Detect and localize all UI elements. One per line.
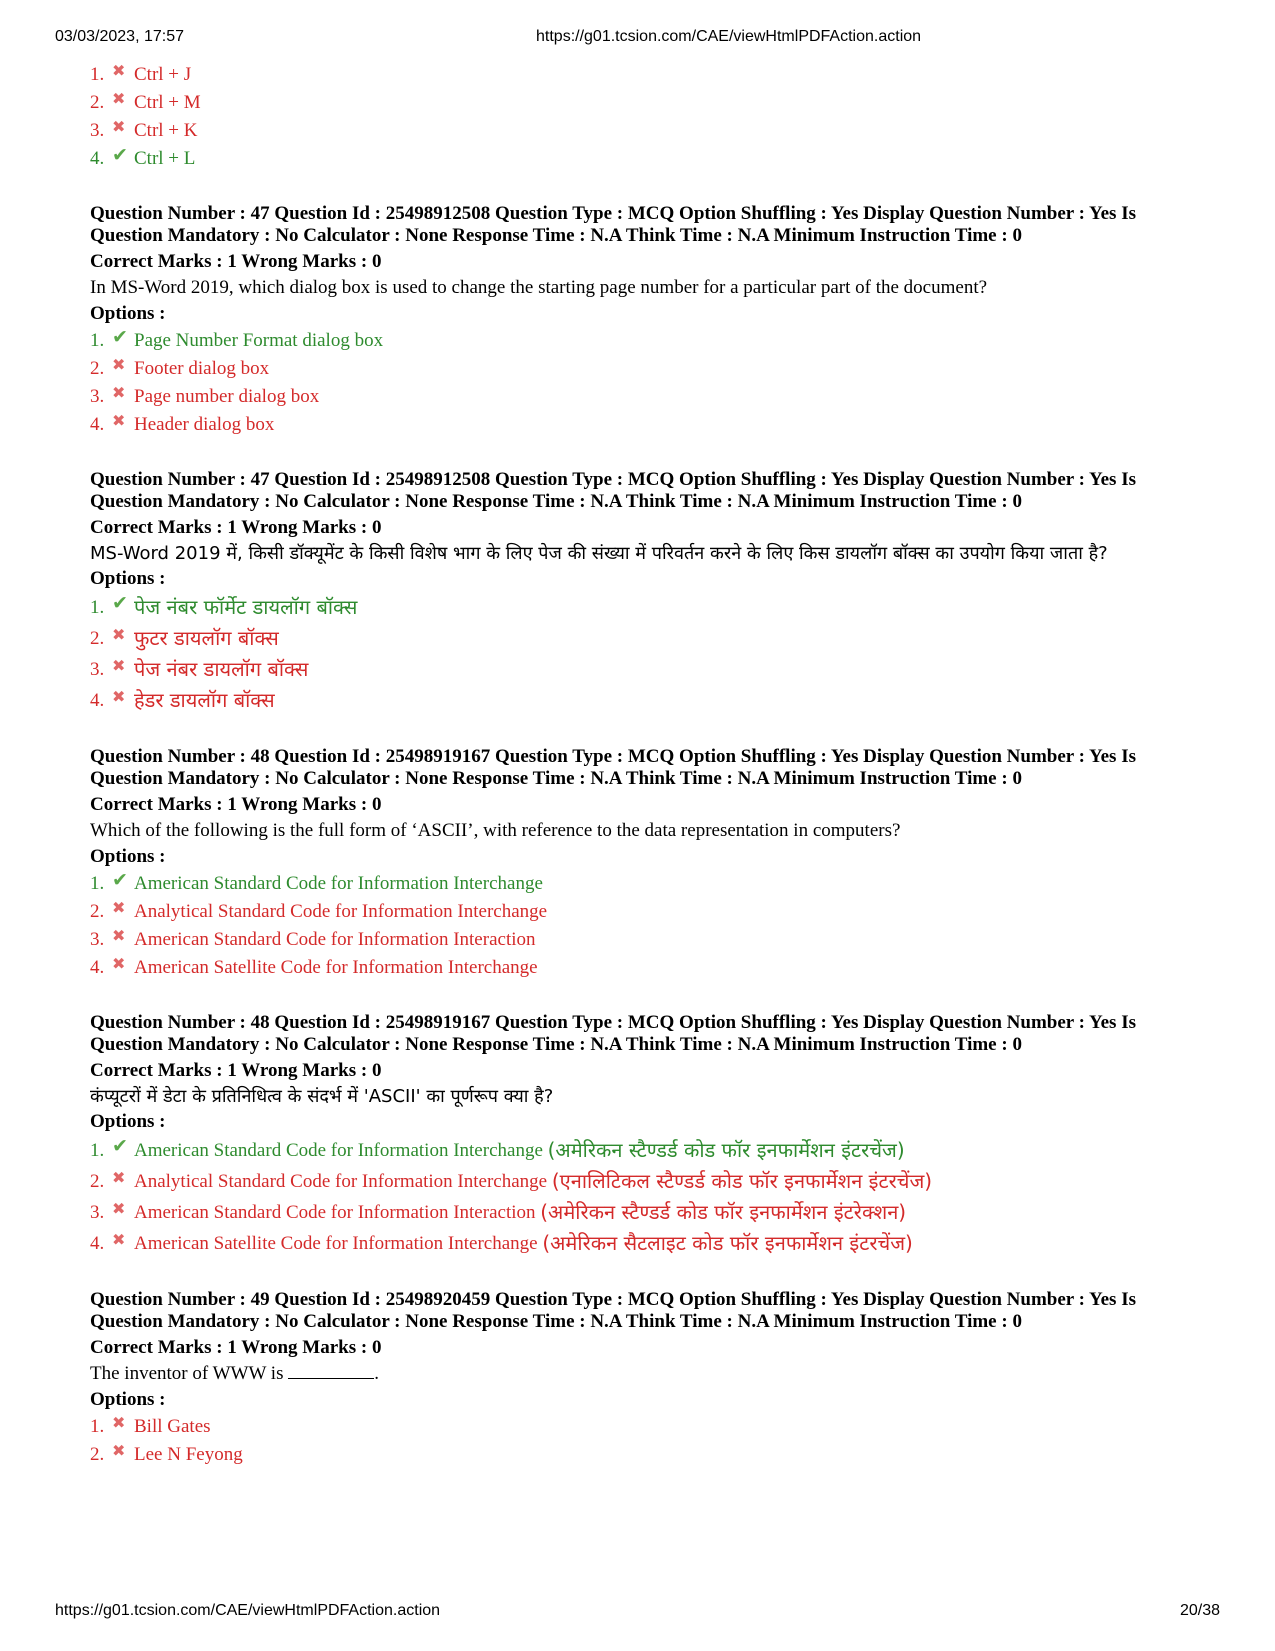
option-row: 1. ✔ American Standard Code for Information Interchange (अमेरिकन स्टैण्डर्ड कोड फॉर इनफार्मेशन इंटरचेंज) [90, 1135, 1200, 1166]
options-label: Options : [90, 1111, 166, 1132]
option-text-hindi: (अमेरिकन स्टैण्डर्ड कोड फॉर इनफार्मेशन इंटरचेंज) [547, 1138, 905, 1162]
footer-url: https://g01.tcsion.com/CAE/viewHtmlPDFAction.action [55, 1602, 441, 1619]
cross-icon: ✖ [112, 411, 126, 430]
option-row: 2. ✖ Footer dialog box [90, 355, 1200, 383]
option-row: 3. ✖ पेज नंबर डायलॉग बॉक्स [90, 654, 1200, 685]
question-meta: Question Number : 48 Question Id : 25498919167 Question Type : MCQ Option Shuffling : Yes Display Question Number : Yes Is Question Mandatory : No Calculator : None Response Time : N.A Think Time : N.A Minimum Instruction Time : 0 [90, 746, 1136, 789]
options-list [90, 1135, 1200, 1259]
option-text: American Satellite Code for Information Interchange [134, 1233, 538, 1254]
option-row: 4. ✔ Ctrl + L [90, 145, 1200, 173]
option-row: 2. ✖ Ctrl + M [90, 89, 1200, 117]
option-row: 2. ✖ Analytical Standard Code for Information Interchange (एनालिटिकल स्टैण्डर्ड कोड फॉर इनफार्मेशन इंटरचेंज) [90, 1166, 1200, 1197]
option-row: 3. ✖ Ctrl + K [90, 117, 1200, 145]
option-row: 2. ✖ Lee N Feyong [90, 1441, 1200, 1469]
question-block [90, 746, 1200, 982]
question-marks: Correct Marks : 1 Wrong Marks : 0 [90, 251, 382, 272]
option-text: Ctrl + M [134, 92, 201, 113]
cross-icon: ✖ [112, 89, 126, 108]
question-text: Which of the following is the full form of ‘ASCII’, with reference to the data representation in computers? [90, 820, 901, 841]
question-meta: Question Number : 47 Question Id : 25498912508 Question Type : MCQ Option Shuffling : Yes Display Question Number : Yes Is Question Mandatory : No Calculator : None Response Time : N.A Think Time : N.A Minimum Instruction Time : 0 [90, 469, 1136, 512]
option-text-hindi: (एनालिटिकल स्टैण्डर्ड कोड फॉर इनफार्मेशन इंटरचेंज) [551, 1169, 933, 1193]
option-text: Ctrl + J [134, 64, 192, 85]
option-text: American Satellite Code for Information Interchange [134, 957, 538, 978]
cross-icon: ✖ [112, 898, 126, 917]
question-meta: Question Number : 49 Question Id : 25498920459 Question Type : MCQ Option Shuffling : Yes Display Question Number : Yes Is Question Mandatory : No Calculator : None Response Time : N.A Think Time : N.A Minimum Instruction Time : 0 [90, 1289, 1136, 1332]
page-number: 20/38 [1179, 1602, 1220, 1619]
question-marks: Correct Marks : 1 Wrong Marks : 0 [90, 517, 382, 538]
cross-icon: ✖ [112, 954, 126, 973]
option-text: American Standard Code for Information Interaction [134, 929, 536, 950]
option-text: American Standard Code for Information Interchange [134, 1140, 543, 1161]
option-text: Ctrl + K [134, 120, 198, 141]
option-text: Footer dialog box [134, 358, 270, 379]
option-text: Bill Gates [134, 1416, 211, 1437]
check-icon: ✔ [112, 326, 128, 348]
question-marks: Correct Marks : 1 Wrong Marks : 0 [90, 1337, 382, 1358]
option-row: 3. ✖ American Standard Code for Information Interaction (अमेरिकन स्टैण्डर्ड कोड फॉर इनफार्मेशन इंटरेक्शन) [90, 1197, 1200, 1228]
options-list [90, 592, 1200, 716]
options-list [90, 327, 1200, 439]
option-row: 4. ✖ American Satellite Code for Information Interchange [90, 954, 1200, 982]
options-label: Options : [90, 1389, 166, 1410]
option-text: पेज नंबर डायलॉग बॉक्स [134, 657, 309, 681]
options-label: Options : [90, 303, 166, 324]
question-text: MS-Word 2019 में, किसी डॉक्यूमेंट के किसी विशेष भाग के लिए पेज की संख्या में परिवर्तन करने के लिए किस डायलॉग बॉक्स का उपयोग किया जाता है? [90, 543, 1108, 564]
question-marks: Correct Marks : 1 Wrong Marks : 0 [90, 1060, 382, 1081]
cross-icon: ✖ [112, 355, 126, 374]
cross-icon: ✖ [112, 1441, 126, 1460]
cross-icon: ✖ [112, 625, 126, 644]
fill-blank [288, 1362, 374, 1379]
option-text: American Standard Code for Information Interaction [134, 1202, 536, 1223]
question-marks: Correct Marks : 1 Wrong Marks : 0 [90, 794, 382, 815]
question-block [90, 203, 1200, 439]
cross-icon: ✖ [112, 1168, 126, 1187]
cross-icon: ✖ [112, 61, 126, 80]
question-text: The inventor of WWW is . [90, 1363, 379, 1384]
option-row: 1. ✖ Ctrl + J [90, 61, 1200, 89]
prev-question-options [90, 61, 1200, 173]
options-label: Options : [90, 568, 166, 589]
option-text-hindi: (अमेरिकन स्टैण्डर्ड कोड फॉर इनफार्मेशन इंटरेक्शन) [540, 1200, 907, 1224]
option-text: American Standard Code for Information Interchange [134, 873, 543, 894]
option-row: 1. ✔ American Standard Code for Information Interchange [90, 870, 1200, 898]
option-row: 2. ✖ फुटर डायलॉग बॉक्स [90, 623, 1200, 654]
options-list [90, 870, 1200, 982]
option-row: 1. ✖ Bill Gates [90, 1413, 1200, 1441]
option-text: Analytical Standard Code for Information Interchange [134, 901, 548, 922]
question-block [90, 1012, 1200, 1259]
option-row: 4. ✖ हेडर डायलॉग बॉक्स [90, 685, 1200, 716]
question-meta: Question Number : 47 Question Id : 25498912508 Question Type : MCQ Option Shuffling : Yes Display Question Number : Yes Is Question Mandatory : No Calculator : None Response Time : N.A Think Time : N.A Minimum Instruction Time : 0 [90, 203, 1136, 246]
options-list [90, 1413, 1200, 1469]
cross-icon: ✖ [112, 1413, 126, 1432]
cross-icon: ✖ [112, 383, 126, 402]
document-content [90, 61, 1200, 1469]
cross-icon: ✖ [112, 926, 126, 945]
question-text: कंप्यूटरों में डेटा के प्रतिनिधित्व के संदर्भ में 'ASCII' का पूर्णरूप क्या है? [90, 1086, 554, 1107]
option-row: 3. ✖ Page number dialog box [90, 383, 1200, 411]
option-text: Header dialog box [134, 414, 275, 435]
option-text: Analytical Standard Code for Information Interchange [134, 1171, 548, 1192]
check-icon: ✔ [112, 144, 128, 166]
page-footer [0, 1602, 1275, 1626]
check-icon: ✔ [112, 592, 128, 614]
question-block [90, 469, 1200, 716]
check-icon: ✔ [112, 869, 128, 891]
question-meta: Question Number : 48 Question Id : 25498919167 Question Type : MCQ Option Shuffling : Yes Display Question Number : Yes Is Question Mandatory : No Calculator : None Response Time : N.A Think Time : N.A Minimum Instruction Time : 0 [90, 1012, 1136, 1055]
page-header [0, 28, 1275, 52]
option-row: 4. ✖ Header dialog box [90, 411, 1200, 439]
option-row: 1. ✔ पेज नंबर फॉर्मेट डायलॉग बॉक्स [90, 592, 1200, 623]
option-text: Page number dialog box [134, 386, 320, 407]
cross-icon: ✖ [112, 1199, 126, 1218]
header-url: https://g01.tcsion.com/CAE/viewHtmlPDFAction.action [536, 28, 922, 45]
question-block [90, 1289, 1200, 1469]
option-row: 3. ✖ American Standard Code for Information Interaction [90, 926, 1200, 954]
option-row: 2. ✖ Analytical Standard Code for Information Interchange [90, 898, 1200, 926]
option-text-hindi: (अमेरिकन सैटलाइट कोड फॉर इनफार्मेशन इंटरचेंज) [542, 1231, 913, 1255]
cross-icon: ✖ [112, 687, 126, 706]
option-text: Lee N Feyong [134, 1444, 243, 1465]
cross-icon: ✖ [112, 117, 126, 136]
cross-icon: ✖ [112, 1230, 126, 1249]
option-text: हेडर डायलॉग बॉक्स [134, 688, 275, 712]
option-row: 1. ✔ Page Number Format dialog box [90, 327, 1200, 355]
cross-icon: ✖ [112, 656, 126, 675]
print-datetime: 03/03/2023, 17:57 [55, 28, 185, 45]
question-text: In MS-Word 2019, which dialog box is used to change the starting page number for a particular part of the document? [90, 277, 988, 298]
option-text: Ctrl + L [134, 148, 196, 169]
options-label: Options : [90, 846, 166, 867]
option-text: फुटर डायलॉग बॉक्स [134, 626, 279, 650]
option-row: 4. ✖ American Satellite Code for Information Interchange (अमेरिकन सैटलाइट कोड फॉर इनफार्मेशन इंटरचेंज) [90, 1228, 1200, 1259]
option-text: पेज नंबर फॉर्मेट डायलॉग बॉक्स [134, 595, 358, 619]
check-icon: ✔ [112, 1135, 128, 1157]
option-text: Page Number Format dialog box [134, 330, 384, 351]
